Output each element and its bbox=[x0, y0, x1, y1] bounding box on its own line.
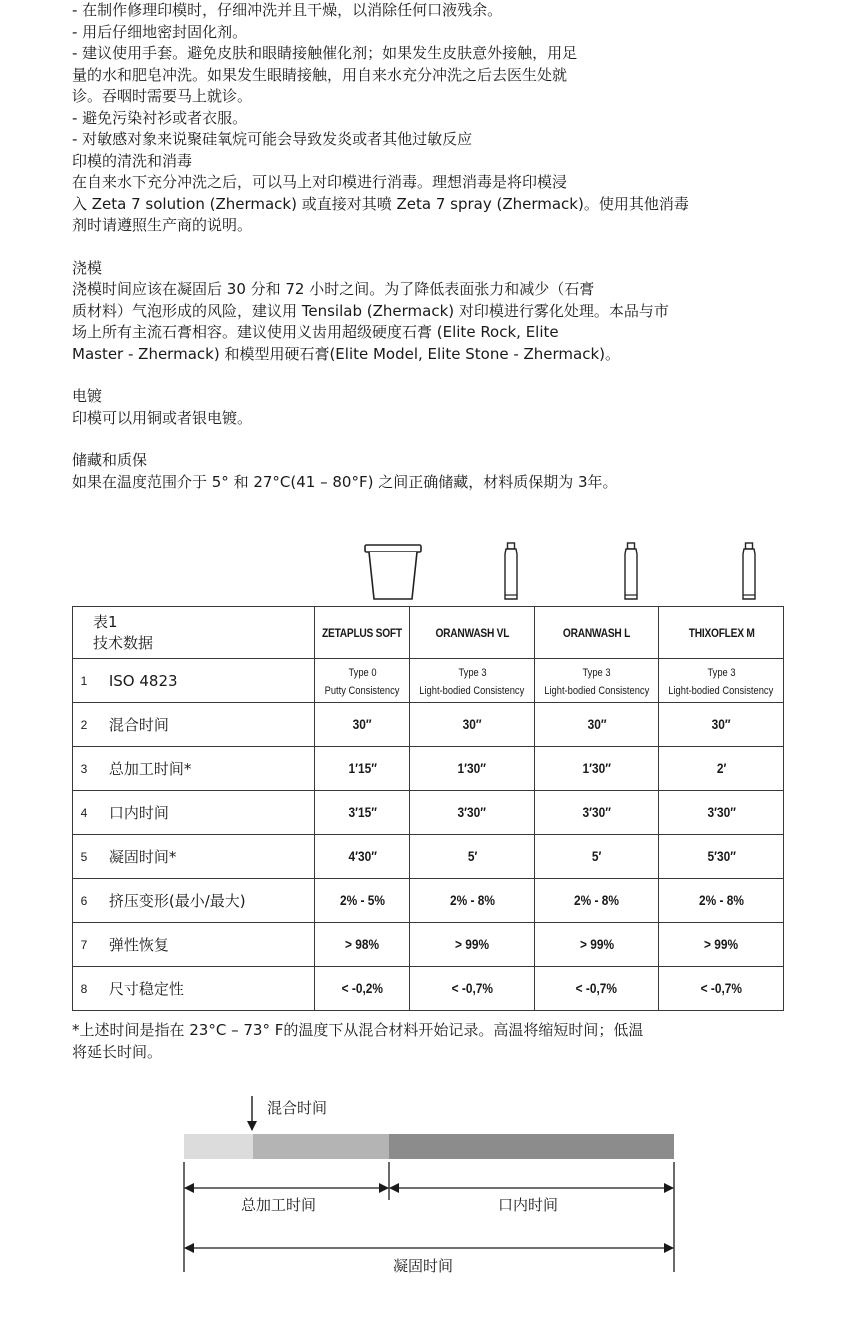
table-cell: Type 3 Light-bodied Consistency bbox=[659, 659, 784, 703]
table-title: 表1 技术数据 bbox=[73, 607, 315, 659]
table-cell: < -0,2% bbox=[315, 967, 410, 1011]
oral-time-label: 口内时间 bbox=[498, 1196, 559, 1214]
casting-section bbox=[72, 258, 792, 366]
row-label: 总加工时间* bbox=[95, 747, 315, 791]
table-cell: 5′ bbox=[534, 835, 659, 879]
tube-icon bbox=[572, 540, 690, 602]
section-title: 电镀 bbox=[72, 387, 103, 405]
column-header: THIXOFLEX M bbox=[659, 607, 784, 659]
table-cell: 5′30″ bbox=[659, 835, 784, 879]
table-cell: 5′ bbox=[410, 835, 535, 879]
table-cell: 1′30″ bbox=[534, 747, 659, 791]
paragraph-line: 在自来水下充分冲洗之后，可以马上对印模进行消毒。理想消毒是将印模浸 bbox=[72, 173, 568, 191]
table-cell: < -0,7% bbox=[659, 967, 784, 1011]
table-cell: 2′ bbox=[659, 747, 784, 791]
table-row bbox=[73, 923, 784, 967]
table-cell: 3′30″ bbox=[659, 791, 784, 835]
paragraph-line: 入 Zeta 7 solution (Zhermack) 或直接对其喷 Zeta 7 spray (Zhermack)。使用其他消毒 bbox=[72, 194, 689, 213]
table-cell: 2% - 8% bbox=[534, 879, 659, 923]
section-title: 浇模 bbox=[72, 258, 103, 277]
table-cell: 2% - 5% bbox=[315, 879, 410, 923]
intro-line: - 建议使用手套。避免皮肤和眼睛接触催化剂；如果发生皮肤意外接触，用足 bbox=[72, 44, 578, 62]
row-label: 挤压变形(最小/最大) bbox=[95, 879, 315, 923]
table-cell: > 99% bbox=[534, 923, 659, 967]
intro-line: - 避免污染衬衫或者衣服。 bbox=[72, 108, 248, 127]
table-row bbox=[73, 747, 784, 791]
row-label: 混合时间 bbox=[95, 703, 315, 747]
intro-line: - 对敏感对象来说聚硅氧烷可能会导致发炎或者其他过敏反应 bbox=[72, 130, 473, 148]
column-header: ORANWASH VL bbox=[410, 607, 535, 659]
paragraph-line: 场上所有主流石膏相容。建议使用义齿用超级硬度石膏 (Elite Rock, Elite bbox=[72, 323, 559, 341]
table-row bbox=[73, 879, 784, 923]
tube-icon bbox=[452, 540, 570, 602]
section-title: 储藏和质保 bbox=[72, 451, 148, 469]
row-number: 7 bbox=[73, 923, 95, 967]
setting-time-label: 凝固时间 bbox=[393, 1257, 454, 1275]
bar-working bbox=[253, 1134, 389, 1159]
storage-section bbox=[72, 450, 792, 493]
tub-container-icon bbox=[334, 540, 452, 602]
working-time-label: 总加工时间 bbox=[241, 1196, 317, 1214]
table-cell: 3′15″ bbox=[315, 791, 410, 835]
row-number: 4 bbox=[73, 791, 95, 835]
table-cell: 4′30″ bbox=[315, 835, 410, 879]
intro-line: 量的水和肥皂冲洗。如果发生眼睛接触，用自来水充分冲洗之后去医生处就 bbox=[72, 65, 568, 84]
paragraph-line: 剂时请遵照生产商的说明。 bbox=[72, 216, 253, 234]
table-cell: 3′30″ bbox=[534, 791, 659, 835]
row-number: 8 bbox=[73, 967, 95, 1011]
document-body bbox=[72, 0, 792, 493]
table-cell: 30″ bbox=[315, 703, 410, 747]
paragraph-line: 浇模时间应该在凝固后 30 分和 72 小时之间。为了降低表面张力和减少（石膏 bbox=[72, 280, 595, 298]
paragraph-line: 印模可以用铜或者银电镀。 bbox=[72, 408, 253, 427]
table-cell: Type 3 Light-bodied Consistency bbox=[410, 659, 535, 703]
table-cell: < -0,7% bbox=[410, 967, 535, 1011]
intro-section bbox=[72, 0, 792, 151]
footnote bbox=[72, 1019, 787, 1063]
row-number: 5 bbox=[73, 835, 95, 879]
paragraph-line: 质材料）气泡形成的风险，建议用 Tensilab (Zhermack) 对印模进行雾化处理。本品与市 bbox=[72, 301, 669, 320]
paragraph-line: Master - Zhermack) 和模型用硬石膏(Elite Model, Elite Stone - Zhermack)。 bbox=[72, 344, 621, 363]
row-label: ISO 4823 bbox=[95, 659, 315, 703]
footnote-line: *上述时间是指在 23°C – 73° F的温度下从混合材料开始记录。高温将缩短时间；低温 bbox=[72, 1021, 644, 1039]
table-cell: 1′15″ bbox=[315, 747, 410, 791]
timing-diagram bbox=[180, 1092, 680, 1292]
table-cell: > 99% bbox=[410, 923, 535, 967]
table-cell: 2% - 8% bbox=[659, 879, 784, 923]
row-number: 1 bbox=[73, 659, 95, 703]
table-header-row bbox=[73, 607, 784, 659]
table-cell: > 98% bbox=[315, 923, 410, 967]
table-cell: 1′30″ bbox=[410, 747, 535, 791]
table-cell: 2% - 8% bbox=[410, 879, 535, 923]
row-label: 凝固时间* bbox=[95, 835, 315, 879]
table-cell: Type 3 Light-bodied Consistency bbox=[534, 659, 659, 703]
table-cell: < -0,7% bbox=[534, 967, 659, 1011]
plating-section bbox=[72, 386, 792, 429]
table-row bbox=[73, 659, 784, 703]
intro-line: 诊。吞咽时需要马上就诊。 bbox=[72, 87, 253, 105]
column-header: ORANWASH L bbox=[534, 607, 659, 659]
product-icons bbox=[334, 540, 784, 602]
section-title: 印模的清洗和消毒 bbox=[72, 151, 193, 170]
bar-oral bbox=[389, 1134, 674, 1159]
mixing-time-label: 混合时间 bbox=[267, 1099, 328, 1117]
row-number: 2 bbox=[73, 703, 95, 747]
table-cell: Type 0 Putty Consistency bbox=[315, 659, 410, 703]
table-row bbox=[73, 703, 784, 747]
row-number: 6 bbox=[73, 879, 95, 923]
bar-mixing bbox=[184, 1134, 253, 1159]
row-label: 口内时间 bbox=[95, 791, 315, 835]
table-cell: 3′30″ bbox=[410, 791, 535, 835]
table-cell: 30″ bbox=[659, 703, 784, 747]
table-cell: > 99% bbox=[659, 923, 784, 967]
table-cell: 30″ bbox=[534, 703, 659, 747]
row-number: 3 bbox=[73, 747, 95, 791]
table-row bbox=[73, 835, 784, 879]
disinfection-section bbox=[72, 151, 792, 237]
table-row bbox=[73, 791, 784, 835]
table-row bbox=[73, 967, 784, 1011]
tube-icon bbox=[690, 540, 808, 602]
paragraph-line: 如果在温度范围介于 5° 和 27°C(41 – 80°F) 之间正确储藏，材料质保期为 3年。 bbox=[72, 472, 618, 491]
row-label: 尺寸稳定性 bbox=[95, 967, 315, 1011]
technical-data-table bbox=[72, 606, 784, 1011]
row-label: 弹性恢复 bbox=[95, 923, 315, 967]
intro-line: - 用后仔细地密封固化剂。 bbox=[72, 22, 248, 41]
footnote-line: 将延长时间。 bbox=[72, 1043, 163, 1061]
column-header: ZETAPLUS SOFT bbox=[315, 607, 410, 659]
table-cell: 30″ bbox=[410, 703, 535, 747]
intro-line: - 在制作修理印模时，仔细冲洗并且干燥，以消除任何口液残余。 bbox=[72, 1, 503, 19]
